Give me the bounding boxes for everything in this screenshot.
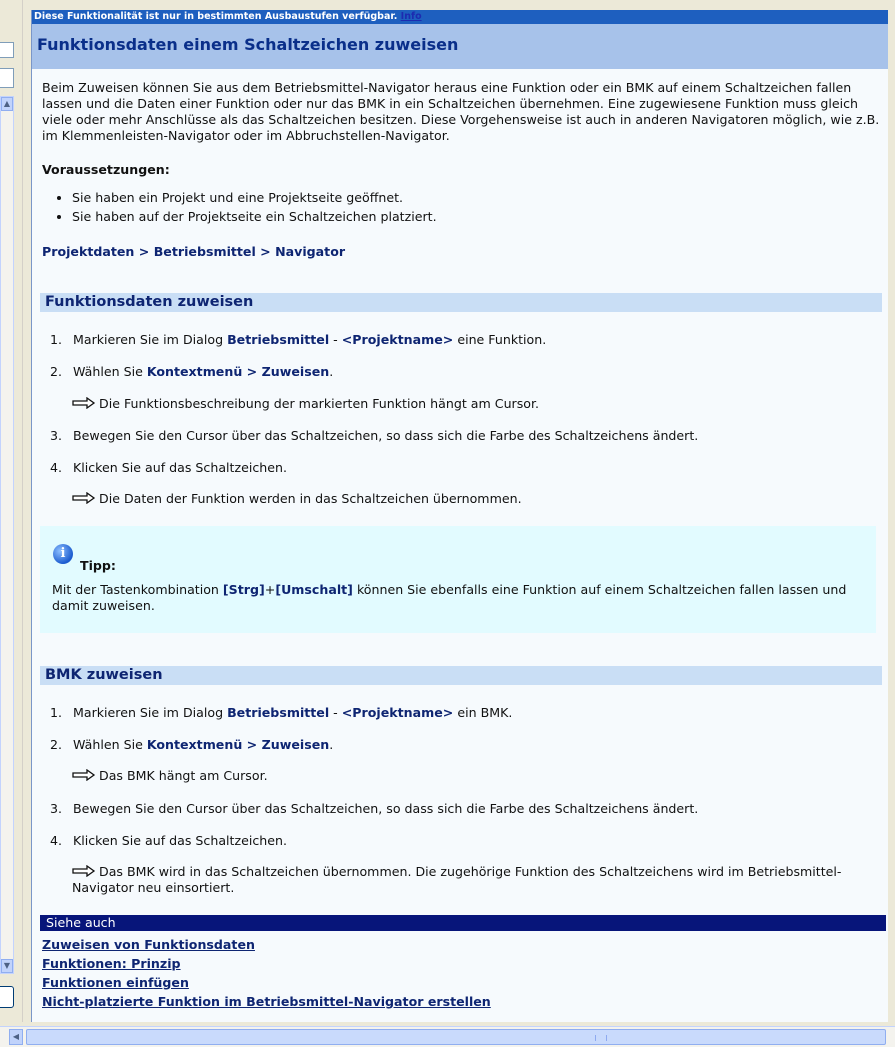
nav-path-text: Projektdaten > Betriebsmittel > Navigator bbox=[42, 244, 346, 259]
step-4 bbox=[50, 833, 287, 848]
result-arrow-icon bbox=[72, 492, 96, 504]
step-result bbox=[72, 864, 872, 896]
result-text: Das BMK wird in das Schaltzeichen übernommen. Die zugehörige Funktion des Schaltzeichens wird im Betriebsmittel-Navigator neu einsortiert. bbox=[72, 864, 842, 895]
left-pane-scrollbar[interactable] bbox=[0, 96, 14, 974]
left-pane-field[interactable] bbox=[0, 42, 14, 58]
result-arrow-icon bbox=[72, 397, 96, 409]
pane-splitter[interactable] bbox=[22, 0, 31, 1022]
intro-paragraph: Beim Zuweisen können Sie aus dem Betriebsmittel-Navigator heraus eine Funktion oder ein BMK auf einem Schaltzeichen fallen lassen und die Daten einer Funktion oder nur das BMK in ein Schaltzeichen übernehmen. Eine zugewiesene Funktion muss gleich viele oder mehr Anschlüsse als das Schaltzeichen besitzen. Diese Vorgehensweise ist auch in anderen Navigatoren möglich, wie z.B. im Klemmenleisten-Navigator oder im Abbruchstellen-Navigator. bbox=[42, 80, 880, 143]
tip-label: Tipp: bbox=[80, 558, 116, 573]
project-name-placeholder: <Projektname> bbox=[341, 332, 454, 347]
step-number: 4. bbox=[50, 833, 63, 848]
prereq-label: Voraussetzungen: bbox=[42, 162, 170, 177]
step-text: - bbox=[329, 705, 342, 720]
result-text: Die Daten der Funktion werden in das Schaltzeichen übernommen. bbox=[99, 491, 522, 506]
see-also-link[interactable]: Nicht-platzierte Funktion im Betriebsmittel-Navigator erstellen bbox=[42, 994, 491, 1009]
see-also-header: Siehe auch bbox=[40, 915, 886, 931]
step-result bbox=[72, 768, 872, 784]
step-text: . bbox=[329, 737, 334, 752]
step-result bbox=[72, 491, 872, 507]
tip-text-part: können Sie ebenfalls eine Funktion auf einem Schaltzeichen fallen lassen und damit zuweisen. bbox=[52, 582, 847, 613]
step-2 bbox=[50, 737, 333, 752]
horizontal-scrollbar[interactable] bbox=[0, 1026, 895, 1047]
step-result bbox=[72, 396, 872, 412]
scroll-left-icon[interactable]: ◀ bbox=[9, 1029, 23, 1045]
menu-path: Kontextmenü > Zuweisen bbox=[146, 737, 330, 752]
step-text: Wählen Sie bbox=[73, 364, 147, 379]
info-link[interactable]: Info bbox=[400, 11, 422, 22]
tip-text-part: Mit der Tastenkombination bbox=[52, 582, 223, 597]
see-also-link[interactable]: Funktionen: Prinzip bbox=[42, 956, 181, 971]
result-text: Das BMK hängt am Cursor. bbox=[99, 768, 268, 783]
info-icon: i bbox=[53, 544, 73, 564]
dialog-name: Betriebsmittel bbox=[227, 332, 330, 347]
step-text: ein BMK. bbox=[453, 705, 513, 720]
right-edge bbox=[888, 10, 895, 1022]
scroll-thumb[interactable] bbox=[26, 1029, 886, 1045]
project-name-placeholder: <Projektname> bbox=[341, 705, 454, 720]
prereq-list bbox=[42, 190, 437, 228]
title-bar bbox=[32, 24, 888, 69]
step-number: 1. bbox=[50, 332, 63, 347]
see-also-link[interactable]: Funktionen einfügen bbox=[42, 975, 189, 990]
see-also-link[interactable]: Zuweisen von Funktionsdaten bbox=[42, 937, 255, 952]
step-1 bbox=[50, 332, 546, 347]
navigation-path bbox=[42, 244, 884, 260]
page-title: Funktionsdaten einem Schaltzeichen zuweisen bbox=[37, 35, 459, 54]
dialog-name: Betriebsmittel bbox=[227, 705, 330, 720]
help-content-pane bbox=[31, 10, 889, 1022]
result-text: Die Funktionsbeschreibung der markierten Funktion hängt am Cursor. bbox=[99, 396, 540, 411]
step-text: Wählen Sie bbox=[73, 737, 147, 752]
section-heading-funktionsdaten: Funktionsdaten zuweisen bbox=[40, 293, 882, 312]
step-text: - bbox=[329, 332, 342, 347]
step-text: Bewegen Sie den Cursor über das Schaltzeichen, so dass sich die Farbe des Schaltzeichens ändert. bbox=[73, 428, 699, 443]
step-number: 4. bbox=[50, 460, 63, 475]
tip-text-part: + bbox=[264, 582, 276, 597]
result-arrow-icon bbox=[72, 865, 96, 877]
step-4 bbox=[50, 460, 287, 475]
step-text: . bbox=[329, 364, 334, 379]
step-number: 2. bbox=[50, 364, 63, 379]
list-item: • Sie haben ein Projekt und eine Projektseite geöffnet. bbox=[72, 190, 437, 206]
list-item: • Sie haben auf der Projektseite ein Schaltzeichen platziert. bbox=[72, 209, 437, 225]
key-ctrl: [Strg] bbox=[222, 582, 265, 597]
step-text: Markieren Sie im Dialog bbox=[73, 705, 228, 720]
step-text: Bewegen Sie den Cursor über das Schaltzeichen, so dass sich die Farbe des Schaltzeichens ändert. bbox=[73, 801, 699, 816]
result-arrow-icon bbox=[72, 769, 96, 781]
step-text: Klicken Sie auf das Schaltzeichen. bbox=[73, 460, 287, 475]
step-text: Klicken Sie auf das Schaltzeichen. bbox=[73, 833, 287, 848]
step-number: 3. bbox=[50, 428, 63, 443]
step-number: 3. bbox=[50, 801, 63, 816]
scroll-down-icon[interactable]: ▼ bbox=[1, 959, 13, 973]
menu-path: Kontextmenü > Zuweisen bbox=[146, 364, 330, 379]
scroll-up-icon[interactable]: ▲ bbox=[1, 97, 13, 111]
step-text: Markieren Sie im Dialog bbox=[73, 332, 228, 347]
tip-text bbox=[52, 582, 864, 614]
step-3 bbox=[50, 801, 698, 816]
step-1 bbox=[50, 705, 512, 720]
section-heading-bmk: BMK zuweisen bbox=[40, 666, 882, 685]
step-3 bbox=[50, 428, 698, 443]
scroll-grip-icon bbox=[595, 1035, 607, 1041]
left-pane-input[interactable] bbox=[0, 68, 14, 88]
tip-box bbox=[40, 526, 876, 633]
availability-info-bar bbox=[32, 10, 888, 24]
step-text: eine Funktion. bbox=[453, 332, 547, 347]
step-2 bbox=[50, 364, 333, 379]
step-number: 2. bbox=[50, 737, 63, 752]
availability-text: Diese Funktionalität ist nur in bestimmten Ausbaustufen verfügbar. bbox=[34, 11, 398, 22]
step-number: 1. bbox=[50, 705, 63, 720]
left-pane-button[interactable] bbox=[0, 986, 14, 1008]
key-shift: [Umschalt] bbox=[275, 582, 353, 597]
